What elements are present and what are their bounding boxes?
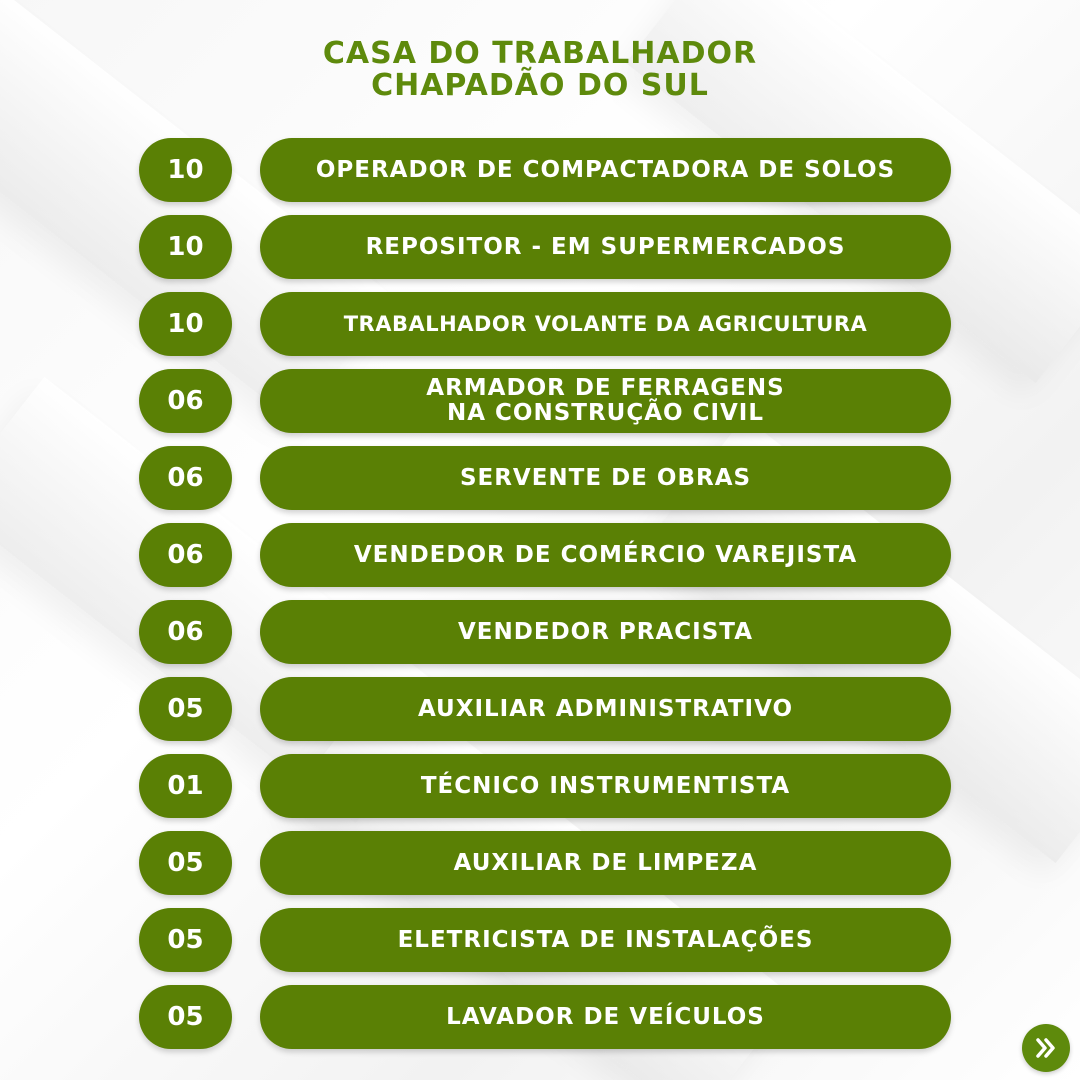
title-line-2: CHAPADÃO DO SUL	[371, 68, 709, 103]
job-title-pill: TRABALHADOR VOLANTE DA AGRICULTURA	[260, 292, 951, 356]
vacancy-count-badge: 06	[139, 446, 232, 510]
vacancy-count-badge: 10	[139, 215, 232, 279]
next-slide-button[interactable]	[1022, 1024, 1070, 1072]
vacancy-count-badge: 10	[139, 138, 232, 202]
job-title-pill: VENDEDOR DE COMÉRCIO VAREJISTA	[260, 523, 951, 587]
job-title-pill: ARMADOR DE FERRAGENS NA CONSTRUÇÃO CIVIL	[260, 369, 951, 433]
job-title-pill: REPOSITOR - EM SUPERMERCADOS	[260, 215, 951, 279]
vacancy-count-badge: 01	[139, 754, 232, 818]
job-title-pill: OPERADOR DE COMPACTADORA DE SOLOS	[260, 138, 951, 202]
double-chevron-right-icon	[1032, 1034, 1060, 1062]
job-row	[139, 600, 951, 664]
job-row	[139, 677, 951, 741]
job-row	[139, 369, 951, 433]
job-title-pill: AUXILIAR DE LIMPEZA	[260, 831, 951, 895]
vacancy-count-badge: 05	[139, 677, 232, 741]
vacancy-count-badge: 05	[139, 908, 232, 972]
job-title-pill: ELETRICISTA DE INSTALAÇÕES	[260, 908, 951, 972]
vacancy-count-badge: 05	[139, 831, 232, 895]
title-line-1: CASA DO TRABALHADOR	[322, 36, 758, 71]
page-title	[0, 38, 1080, 102]
job-row	[139, 446, 951, 510]
vacancy-count-badge: 06	[139, 523, 232, 587]
job-row	[139, 292, 951, 356]
job-title-pill: TÉCNICO INSTRUMENTISTA	[260, 754, 951, 818]
job-title-pill: VENDEDOR PRACISTA	[260, 600, 951, 664]
job-row	[139, 985, 951, 1049]
vacancy-count-badge: 10	[139, 292, 232, 356]
job-title-pill: AUXILIAR ADMINISTRATIVO	[260, 677, 951, 741]
job-row	[139, 831, 951, 895]
job-row	[139, 908, 951, 972]
job-row	[139, 754, 951, 818]
job-title-pill: SERVENTE DE OBRAS	[260, 446, 951, 510]
job-row	[139, 523, 951, 587]
job-row	[139, 138, 951, 202]
vacancy-count-badge: 06	[139, 369, 232, 433]
job-row	[139, 215, 951, 279]
vacancy-count-badge: 05	[139, 985, 232, 1049]
vacancy-count-badge: 06	[139, 600, 232, 664]
job-title-pill: LAVADOR DE VEÍCULOS	[260, 985, 951, 1049]
